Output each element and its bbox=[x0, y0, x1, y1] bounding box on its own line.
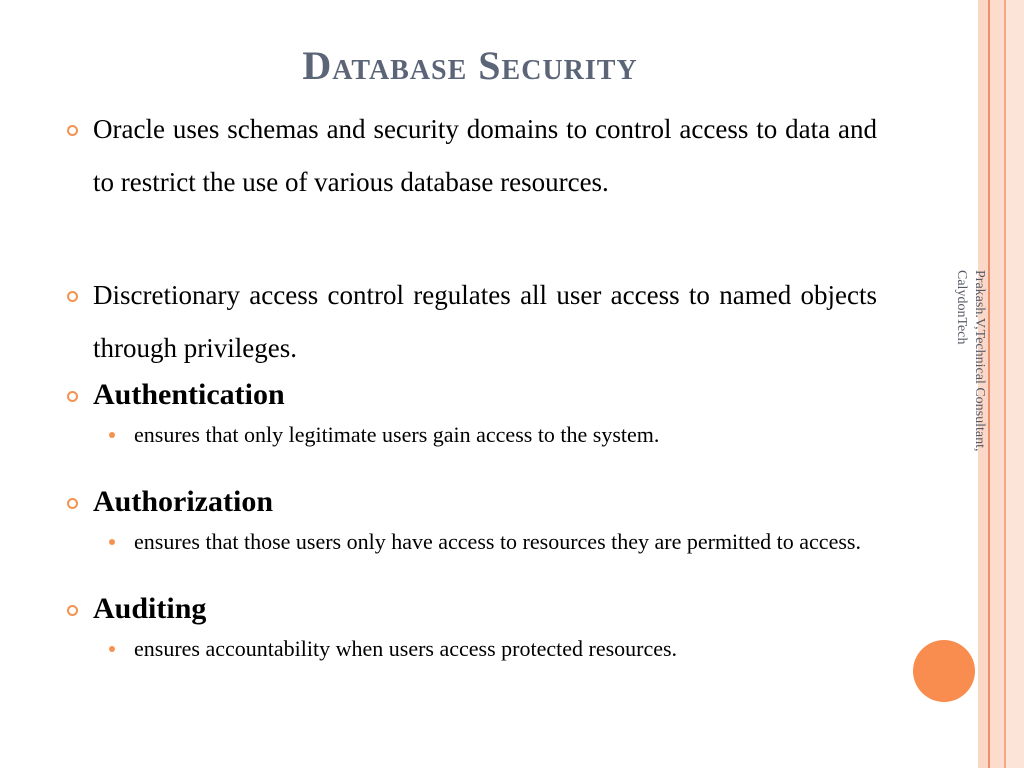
decor-stripe bbox=[990, 0, 1004, 768]
decor-circle bbox=[913, 640, 975, 702]
sub-bullet-icon bbox=[109, 646, 115, 652]
slide-title: Database Security bbox=[302, 43, 638, 88]
bullet-icon bbox=[67, 605, 78, 616]
section-heading: Auditing bbox=[93, 592, 207, 625]
bullet-icon bbox=[67, 498, 78, 509]
sub-bullet-icon bbox=[109, 539, 115, 545]
sub-bullet-text: ensures that only legitimate users gain access to the system. bbox=[134, 422, 660, 447]
sub-bullet-text: ensures accountability when users access protected resources. bbox=[134, 636, 678, 661]
author-line: CalydonTech bbox=[954, 270, 969, 345]
bullet-icon bbox=[67, 125, 78, 136]
bullet-icon bbox=[67, 391, 78, 402]
bullet-text: Oracle uses schemas and security domains to control access to data and to restrict the use of various database resources. bbox=[93, 114, 877, 197]
decor-stripe bbox=[1006, 0, 1024, 768]
author-line: Prakash.V,Technical Consultant, bbox=[972, 270, 987, 452]
author-credit bbox=[950, 270, 988, 540]
bullet-text: Discretionary access control regulates all user access to named objects through privileges. bbox=[93, 280, 877, 363]
section-heading: Authorization bbox=[93, 485, 273, 518]
sub-bullet-icon bbox=[109, 432, 115, 438]
sub-bullet-text: ensures that those users only have access to resources they are permitted to access. bbox=[134, 529, 861, 554]
bullet-icon bbox=[67, 291, 78, 302]
section-heading: Authentication bbox=[93, 378, 285, 411]
